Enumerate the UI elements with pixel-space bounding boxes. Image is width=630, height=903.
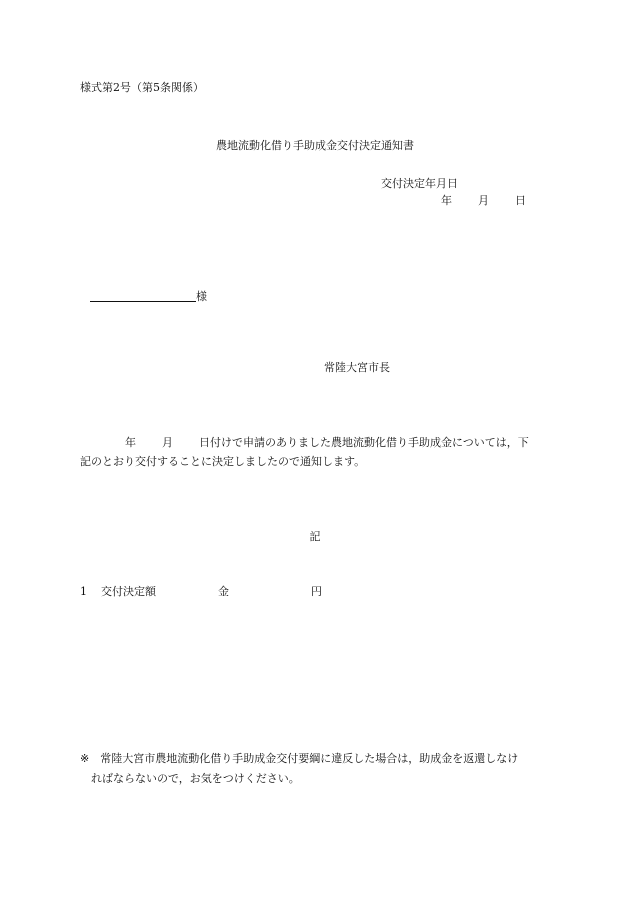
item-label: 交付決定額 — [101, 585, 156, 598]
addressee — [90, 290, 207, 302]
body-year: 年 — [125, 436, 136, 449]
body-line-2: 記のとおり交付することに決定しましたので通知します。 — [80, 455, 366, 468]
date-year: 年 — [441, 194, 452, 207]
note-text-1: 常陸大宮市農地流動化借り手助成金交付要綱に違反した場合は，助成金を返還しなけ — [100, 752, 519, 765]
note-line-2: ればならないので，お気をつけください。 — [91, 772, 300, 785]
item-prefix: 金 — [218, 585, 229, 598]
decision-amount-item — [80, 586, 322, 597]
item-number: 1 — [80, 585, 87, 598]
addressee-name-line — [90, 290, 196, 302]
date-month: 月 — [478, 194, 489, 207]
decision-date-label: 交付決定年月日 — [381, 177, 458, 190]
item-unit: 円 — [311, 585, 322, 598]
date-day: 日 — [515, 194, 526, 207]
body-line-1 — [80, 437, 529, 448]
ki-heading: 記 — [309, 530, 321, 543]
body-month: 月 — [162, 436, 173, 449]
body-text-1: 日付けで申請のありました農地流動化借り手助成金については，下 — [199, 436, 529, 449]
note-mark: ※ — [80, 752, 90, 765]
issuer: 常陸大宮市長 — [324, 361, 390, 374]
addressee-suffix: 様 — [196, 290, 207, 303]
document-title: 農地流動化借り手助成金交付決定通知書 — [216, 139, 414, 152]
note-line-1 — [80, 753, 518, 764]
form-number: 様式第2号（第5条関係） — [80, 81, 204, 94]
decision-date-fields — [441, 195, 526, 206]
